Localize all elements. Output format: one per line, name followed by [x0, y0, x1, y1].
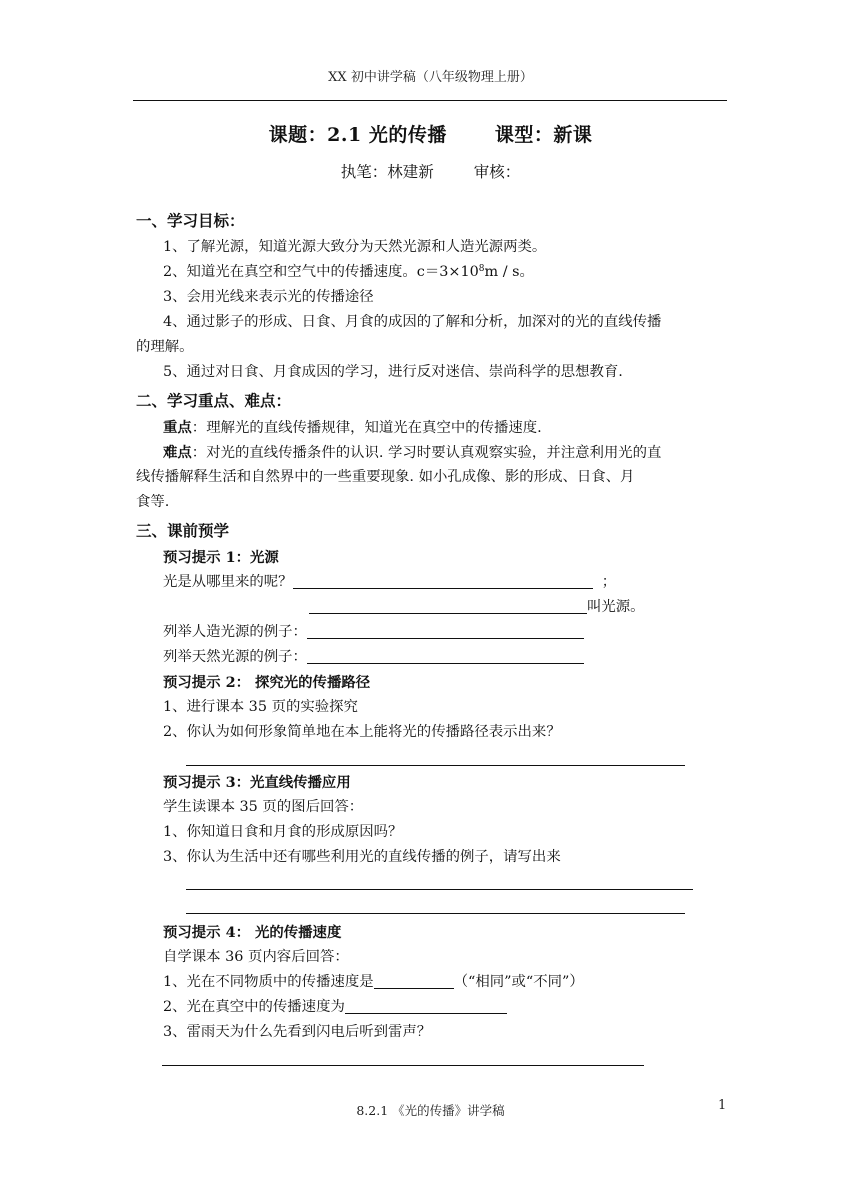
page-number: 1 — [718, 1098, 727, 1113]
hint4-q3: 3、雷雨天为什么先看到闪电后听到雷声？ — [163, 1024, 432, 1040]
answer-blank[interactable] — [293, 571, 593, 589]
key-point-text: ：理解光的直线传播规律，知道光在真空中的传播速度. — [191, 420, 542, 436]
answer-line[interactable] — [186, 889, 693, 890]
answer-blank[interactable] — [307, 646, 584, 664]
section-preview-title: 三、课前预学 — [136, 521, 230, 540]
lesson-topic: 课题：2.1 光的传播 — [268, 124, 447, 146]
difficulty-cont-2: 食等. — [136, 494, 170, 510]
difficulty-text: ：对光的直线传播条件的认识. 学习时要认真观察实验，并注意利用光的直 — [191, 445, 662, 461]
hint3-item-1: 学生读课本 35 页的图后回答： — [163, 799, 364, 815]
section-learning-goals-title: 一、学习目标： — [136, 211, 245, 230]
hint1-q4-text: 列举天然光源的例子： — [163, 649, 307, 665]
writer: 执笔：林建新 — [340, 163, 434, 181]
key-point-label: 重点 — [163, 419, 192, 436]
reviewer: 审核： — [473, 163, 521, 181]
hint3-title: 预习提示 3：光直线传播应用 — [163, 774, 351, 791]
answer-blank[interactable] — [374, 971, 454, 989]
hint4-q2 — [136, 995, 730, 1020]
hint1-q2 — [136, 595, 730, 620]
page-footer: 8.2.1 《光的传播》讲学稿 — [356, 1103, 505, 1118]
hint1-q1-end: ； — [601, 574, 617, 590]
goal-item-4-cont: 的理解。 — [136, 339, 194, 355]
answer-line[interactable] — [186, 765, 685, 766]
page-header: XX 初中讲学稿（八年级物理上册） — [328, 70, 533, 85]
document-body — [136, 205, 730, 1070]
author-line — [0, 160, 861, 182]
section-key-points-title: 二、学习重点、难点： — [136, 391, 292, 410]
hint3-answer-area — [136, 870, 730, 920]
header-rule — [133, 100, 727, 101]
goal-item-1: 1、了解光源，知道光源大致分为天然光源和人造光源两类。 — [163, 239, 547, 255]
hint2-title: 预习提示 2： 探究光的传播路径 — [163, 674, 371, 691]
lesson-title — [0, 120, 861, 147]
hint4-q1-text: 1、光在不同物质中的传播速度是 — [163, 974, 374, 990]
goal-item-2-text: 2、知道光在真空和空气中的传播速度。c＝3×10 — [163, 264, 479, 280]
difficulty-label: 难点 — [163, 444, 192, 461]
hint1-q3 — [136, 620, 730, 645]
hint1-q2-end: 叫光源。 — [587, 599, 645, 615]
answer-blank[interactable] — [345, 996, 507, 1014]
hint1-q3-text: 列举人造光源的例子： — [163, 624, 307, 640]
goal-item-2-unit: m / s。 — [484, 264, 534, 280]
goal-item-2-exponent: 8 — [478, 264, 485, 274]
hint2-answer-area — [136, 745, 730, 770]
lesson-type: 课型：新课 — [494, 124, 593, 146]
difficulty — [136, 440, 730, 465]
answer-line[interactable] — [186, 913, 685, 914]
answer-line[interactable] — [162, 1065, 644, 1066]
hint1-title: 预习提示 1：光源 — [163, 549, 279, 566]
answer-blank[interactable] — [307, 621, 584, 639]
goal-item-4: 4、通过影子的形成、日食、月食的成因的了解和分析，加深对的光的直线传播 — [163, 314, 662, 330]
goal-item-5: 5、通过对日食、月食成因的学习，进行反对迷信、崇尚科学的思想教育. — [163, 364, 623, 380]
answer-blank[interactable] — [309, 596, 587, 614]
goal-item-3: 3、会用光线来表示光的传播途径 — [163, 289, 374, 305]
hint1-q4 — [136, 645, 730, 670]
hint3-item-2: 1、你知道日食和月食的形成原因吗？ — [163, 824, 403, 840]
hint4-q2-text: 2、光在真空中的传播速度为 — [163, 999, 345, 1015]
hint4-answer-area — [136, 1045, 730, 1070]
hint4-q1 — [136, 970, 730, 995]
hint1-q1-text: 光是从哪里来的呢？ — [163, 574, 293, 590]
hint4-intro: 自学课本 36 页内容后回答： — [163, 949, 349, 965]
hint2-item-2: 2、你认为如何形象简单地在本上能将光的传播路径表示出来？ — [163, 724, 561, 740]
hint3-item-3: 3、你认为生活中还有哪些利用光的直线传播的例子，请写出来 — [163, 849, 561, 865]
difficulty-cont-1: 线传播解释生活和自然界中的一些重要现象. 如小孔成像、影的形成、日食、月 — [136, 469, 635, 485]
goal-item-2 — [136, 260, 730, 285]
hint4-title: 预习提示 4： 光的传播速度 — [163, 924, 342, 941]
hint1-q1 — [136, 570, 730, 595]
key-point — [136, 415, 730, 440]
hint4-q1-end: （“相同”或“不同”） — [453, 974, 584, 990]
hint2-item-1: 1、进行课本 35 页的实验探究 — [163, 699, 358, 715]
